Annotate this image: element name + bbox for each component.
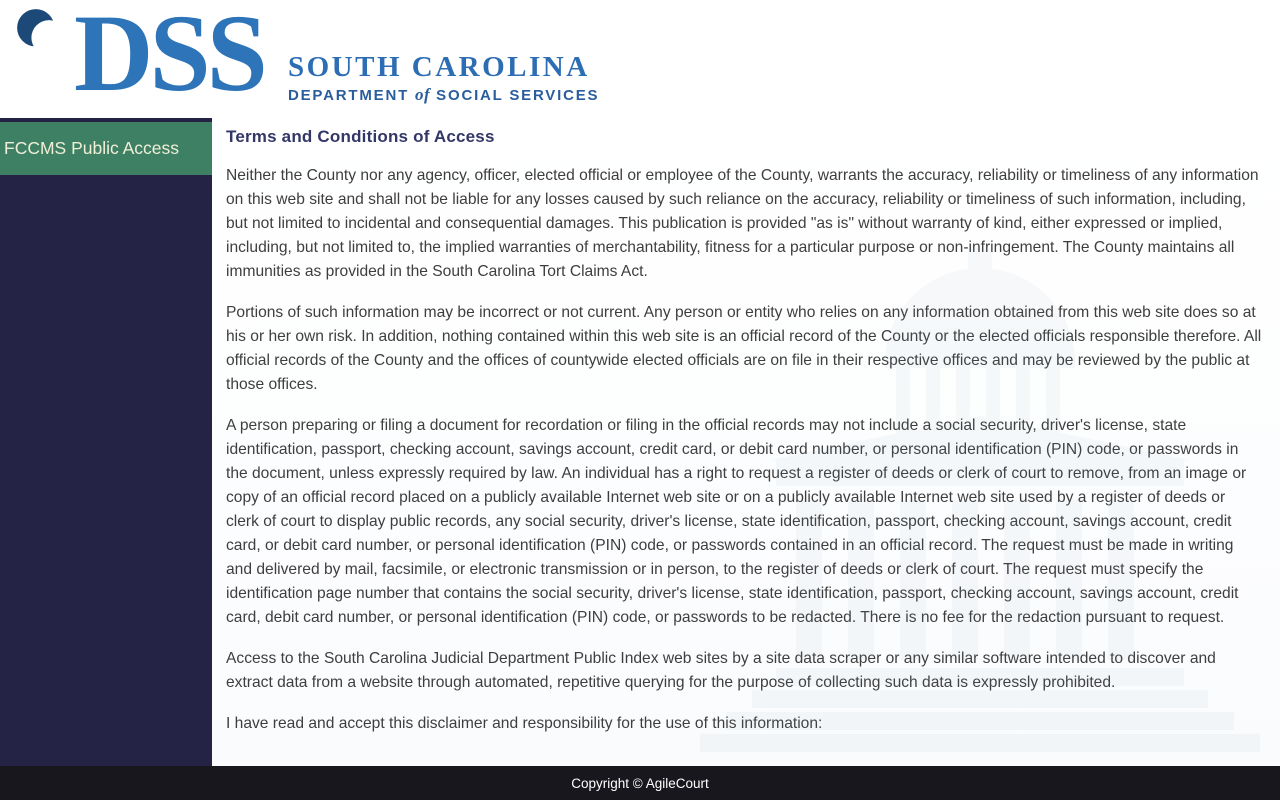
page-title: Terms and Conditions of Access (226, 127, 495, 146)
terms-paragraph: Portions of such information may be incorrect or not current. Any person or entity who relies on any information obtained from this web site does so at his or her own risk. In addition, nothing contained within this web site is an official record of the County or the elected officials responsible therefore. All official records of the County and the offices of countywide elected officials are on file in their respective offices and may be reviewed by the public at those offices. (226, 304, 1262, 393)
org-line-south-carolina: SOUTH CAROLINA (288, 51, 590, 83)
crescent-moon-icon (16, 8, 60, 52)
terms-paragraph: I have read and accept this disclaimer and responsibility for the use of this information: (226, 715, 823, 732)
main-content (212, 118, 1280, 766)
org-word-social-services: SOCIAL SERVICES (436, 87, 600, 104)
dss-acronym: DSS (74, 0, 264, 114)
sidebar (0, 118, 212, 766)
terms-paragraph: A person preparing or filing a document for recordation or filing in the official records may not include a social security, driver's license, state identification, passport, checking account, savings account, credit card, or debit card number, or personal identification (PIN) code, or passwords in the document, unless expressly required by law. An individual has a right to request a register of deeds or clerk of court to remove, from an image or copy of an official record placed on a publicly available Internet web site or on a publicly available Internet web site used by a register of deeds or clerk of court to display public records, any social security, driver's license, state identification, passport, checking account, savings account, credit card, or debit card number, or personal identification (PIN) code, or passwords contained in an official record. The request must be made in writing and delivered by mail, facsimile, or electronic transmission or in person, to the register of deeds or clerk of court. The request must specify the identification page number that contains the social security, driver's license, state identification, passport, checking account, savings account, credit card, debit card number, or personal identification (PIN) code, or passwords to be redacted. There is no fee for the redaction pursuant to request. (226, 417, 1247, 626)
site-footer (0, 766, 1280, 800)
sidebar-item-label: FCCMS Public Access (4, 138, 180, 158)
org-word-of: of (415, 85, 431, 104)
terms-text (226, 164, 1262, 736)
sidebar-item-fccms-public-access[interactable] (0, 122, 212, 175)
body-row (0, 118, 1280, 766)
org-line-department (288, 86, 599, 105)
org-name (288, 51, 599, 105)
copyright-text: Copyright © AgileCourt (571, 775, 709, 791)
site-header (0, 0, 1280, 118)
terms-paragraph: Access to the South Carolina Judicial Department Public Index web sites by a site data scraper or any similar software intended to discover and extract data from a website through automated, repetitive querying for the purpose of collecting such data is expressly prohibited. (226, 650, 1216, 691)
org-word-department: DEPARTMENT (288, 87, 410, 104)
terms-paragraph: Neither the County nor any agency, officer, elected official or employee of the County, warrants the accuracy, reliability or timeliness of any information on this web site and shall not be liable for any losses caused by such reliance on the accuracy, reliability or timeliness of such information, including, but not limited to incidental and consequential damages. This publication is provided "as is" without warranty of kind, either expressed or implied, including, but not limited to, the implied warranties of merchantability, fitness for a particular purpose or non-infringement. The County maintains all immunities as provided in the South Carolina Tort Claims Act. (226, 167, 1259, 280)
